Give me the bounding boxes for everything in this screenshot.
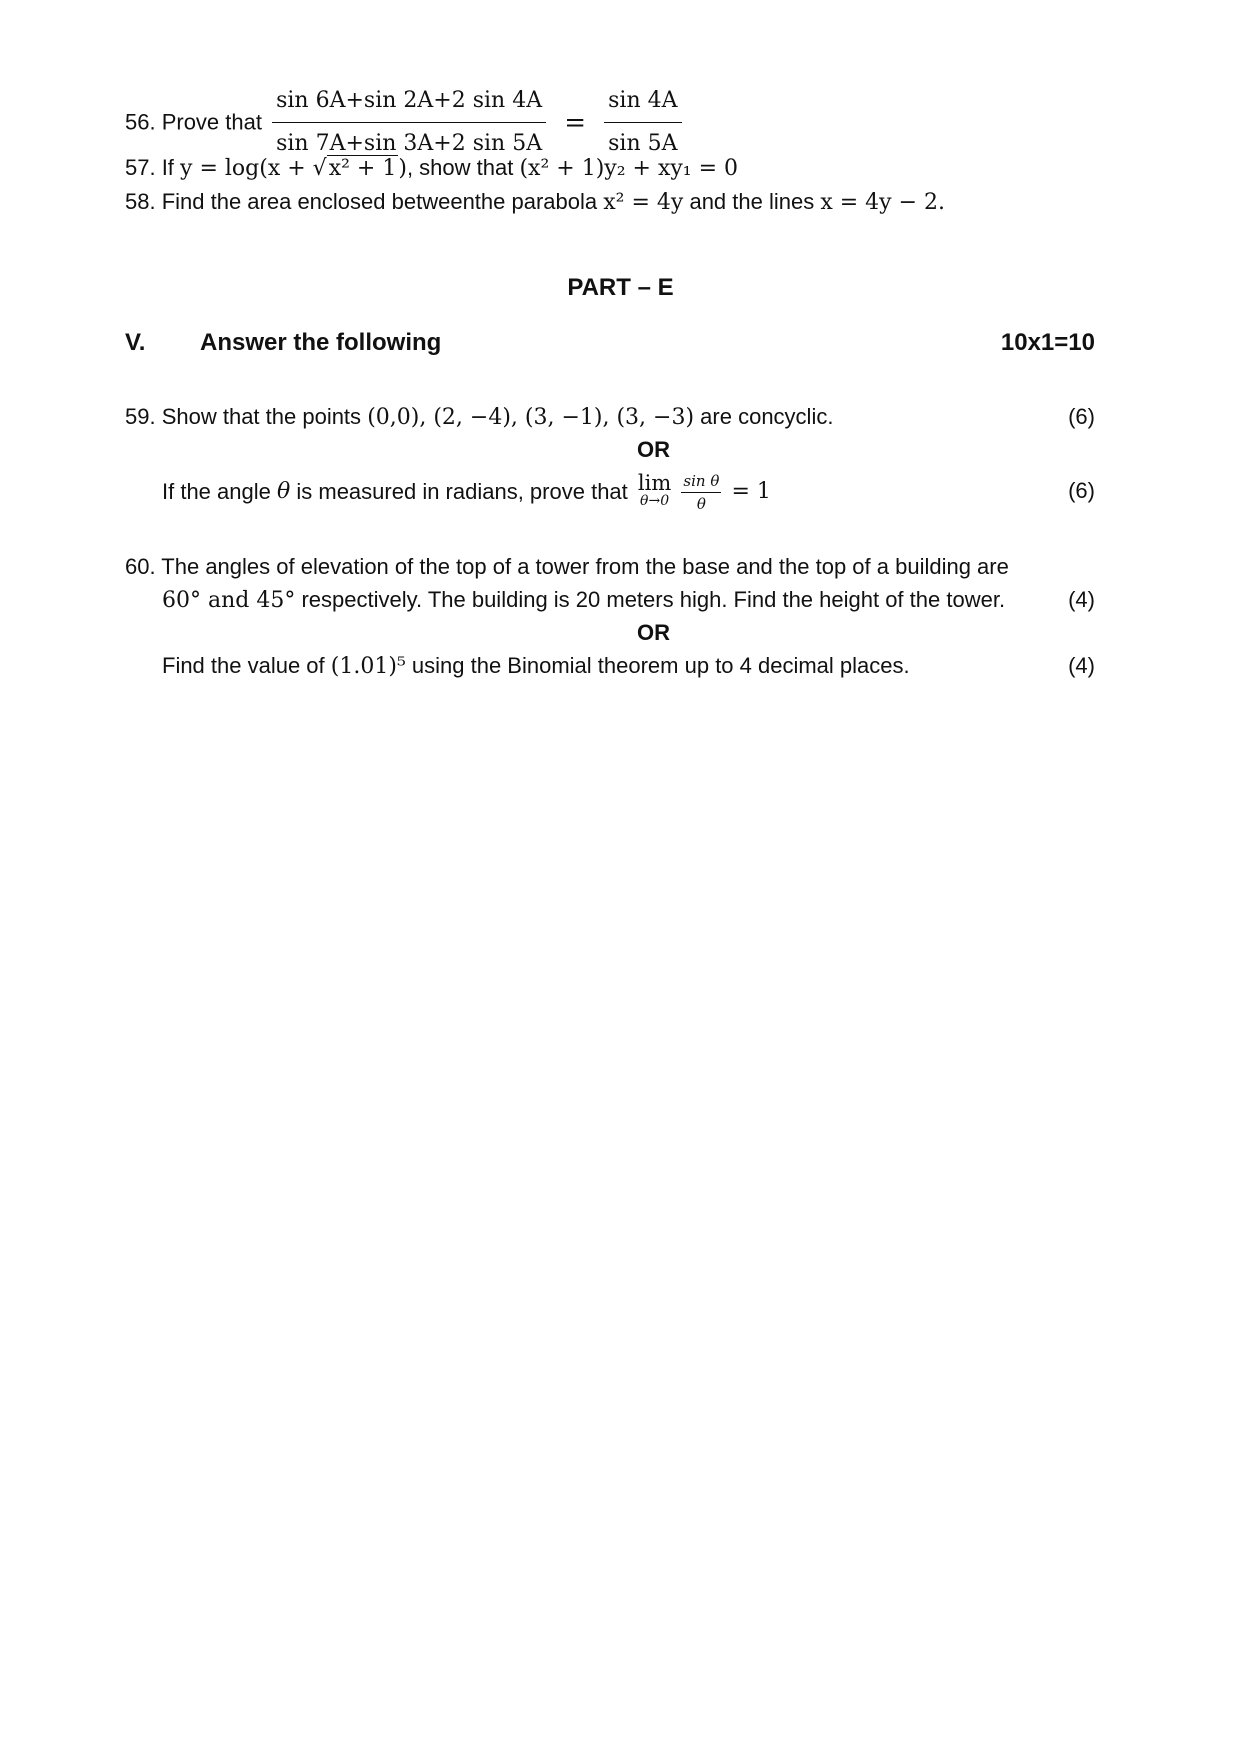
section-marks: 10x1=10 [1000, 329, 1095, 356]
equals-sign: = [564, 107, 587, 138]
lhs-denominator: sin 7A+sin 3A+2 sin 5A [276, 131, 543, 156]
question-59-points: (0,0), (2, −4), (3, −1), (3, −3) [367, 405, 695, 430]
sin-theta-numerator: sin θ [681, 473, 721, 493]
limit-subscript: θ→0 [640, 493, 670, 510]
section-roman-numeral: V. [125, 329, 146, 356]
question-59-alt-marks: (6) [1068, 478, 1095, 503]
question-56-lhs-fraction [272, 86, 546, 159]
question-58-line: x = 4y − 2. [820, 190, 946, 215]
limit-rhs: = 1 [731, 479, 771, 505]
close-paren: ) [398, 156, 407, 181]
limit-operator [637, 471, 672, 510]
question-60-marks: (4) [1068, 587, 1095, 612]
rhs-numerator: sin 4A [604, 86, 681, 123]
question-57-function: y = log(x + [180, 156, 313, 181]
question-57 [125, 155, 738, 182]
question-57-expression: (x² + 1)y₂ + xy₁ = 0 [519, 156, 739, 181]
section-instruction: Answer the following [200, 329, 442, 356]
lhs-numerator: sin 6A+sin 2A+2 sin 4A [272, 86, 546, 123]
rhs-denominator: sin 5A [608, 131, 678, 156]
question-59-alt-text-2: is measured in radians, prove that [296, 479, 628, 505]
question-60-alt-math: (1.01)⁵ [330, 654, 406, 679]
theta-denominator: θ [696, 494, 706, 513]
question-57-prefix: 57. If [125, 155, 174, 180]
question-58-text-2: and the lines [689, 189, 815, 214]
question-60-alt-text-1: Find the value of [162, 653, 325, 678]
question-60-alt-text-2: using the Binomial theorem up to 4 decimal places. [411, 653, 910, 678]
question-60-angles: 60° and 45° [162, 588, 296, 613]
limit-word: lim [637, 471, 672, 496]
sin-theta-over-theta [681, 473, 721, 512]
theta-symbol: θ [277, 479, 291, 505]
question-60-text: respectively. The building is 20 meters high. Find the height of the tower. [301, 587, 1006, 612]
question-58-text-1: 58. Find the area enclosed betweenthe parabola [125, 189, 598, 214]
question-56-label: 56. Prove that [125, 109, 262, 135]
question-59-text-2: are concyclic. [700, 404, 834, 429]
question-58 [125, 189, 945, 216]
question-58-parabola: x² = 4y [603, 190, 684, 215]
part-e-heading: PART – E [567, 274, 674, 301]
question-59-text-1: 59. Show that the points [125, 404, 362, 429]
question-60-alt-marks: (4) [1068, 653, 1095, 678]
question-56-rhs-fraction [604, 86, 681, 159]
question-60-line-2 [162, 587, 1005, 614]
square-root: √x² + 1 [312, 156, 397, 181]
question-59-alt-text-1: If the angle [162, 479, 271, 505]
question-57-show-that: , show that [406, 155, 514, 180]
question-60-or: OR [637, 620, 670, 645]
question-59 [125, 404, 833, 431]
question-56 [125, 86, 686, 159]
question-59-or: OR [637, 437, 670, 462]
question-59-alternative [162, 466, 771, 517]
radicand: x² + 1 [328, 156, 397, 181]
question-59-marks: (6) [1068, 404, 1095, 429]
question-60-alternative [162, 653, 910, 680]
question-60-line-1: 60. The angles of elevation of the top of a tower from the base and the top of a building are [125, 554, 1009, 579]
